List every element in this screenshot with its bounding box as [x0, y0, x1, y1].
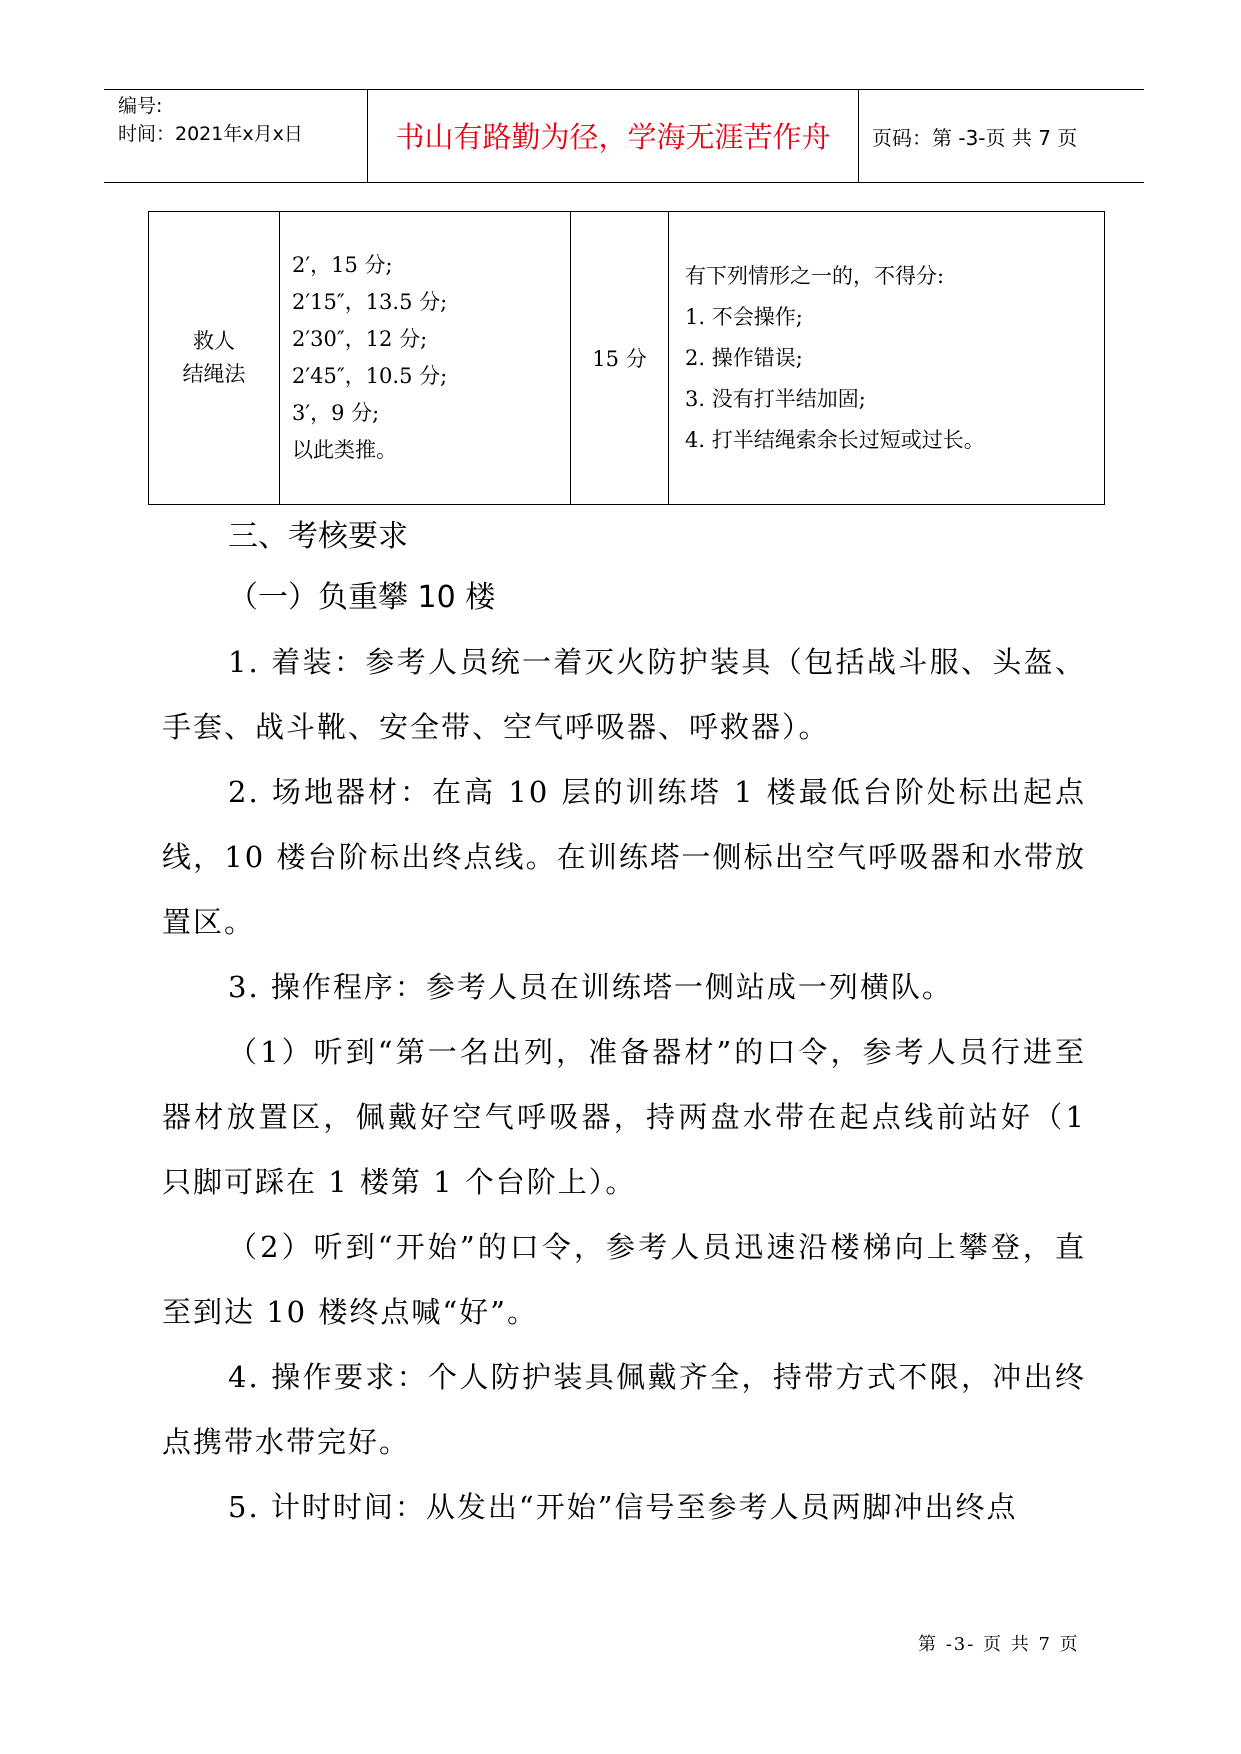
table-row: [149, 212, 1105, 505]
subsection-title: （一）负重攀 10 楼: [228, 580, 496, 615]
header-meta: [118, 92, 303, 148]
paragraph: 5. 计时时间：从发出“开始”信号至参考人员两脚冲出终点: [228, 1490, 1018, 1524]
header-page-number: 页码：第 -3-页 共 7 页: [872, 126, 1078, 150]
time-line: 2′45″，10.5 分;: [292, 364, 448, 388]
paragraph: 1. 着装：参考人员统一着灭火防护装具（包括战斗服、头盔、手套、战斗靴、安全带、空气呼吸器、呼救器）。: [162, 645, 1086, 744]
paragraph: 2. 场地器材：在高 10 层的训练塔 1 楼最低台阶处标出起点线，10 楼台阶标出终点线。在训练塔一侧标出空气呼吸器和水带放置区。: [162, 775, 1086, 939]
header-bottom-rule: [104, 182, 1144, 183]
time-line: 2′30″，12 分;: [292, 327, 428, 351]
rule-line: 4. 打半结绳索余长过短或过长。: [685, 427, 985, 452]
document-body: [162, 508, 1086, 1540]
time-line: 2′，15 分;: [292, 253, 393, 277]
time-score-cell: [280, 212, 571, 505]
header-divider: [858, 89, 859, 182]
header-motto: 书山有路勤为径，学海无涯苦作舟: [395, 120, 831, 154]
footer-page-number: 第 -3- 页 共 7 页: [918, 1634, 1080, 1655]
paragraph: （2）听到“开始”的口令，参考人员迅速沿楼梯向上攀登，直至到达 10 楼终点喊“好”。: [162, 1230, 1086, 1329]
item-cell: [149, 212, 280, 505]
rule-line: 3. 没有打半结加固;: [685, 386, 866, 411]
scoring-table: [148, 211, 1105, 505]
time-line: 3′，9 分;: [292, 401, 380, 425]
score-cell: 15 分: [571, 212, 669, 505]
rules-cell: [669, 212, 1105, 505]
item-line: 救人: [193, 329, 235, 353]
paragraph: 4. 操作要求：个人防护装具佩戴齐全，持带方式不限，冲出终点携带水带完好。: [162, 1360, 1086, 1459]
rule-line: 2. 操作错误;: [685, 345, 803, 370]
date-label: 时间：2021年x月x日: [118, 123, 303, 145]
rule-line: 1. 不会操作;: [685, 304, 803, 329]
serial-label: 编号:: [118, 95, 163, 117]
time-line: 以此类推。: [292, 438, 397, 462]
time-line: 2′15″，13.5 分;: [292, 290, 448, 314]
paragraph: （1）听到“第一名出列，准备器材”的口令，参考人员行进至器材放置区，佩戴好空气呼吸器，持两盘水带在起点线前站好（1 只脚可踩在 1 楼第 1 个台阶上）。: [162, 1035, 1086, 1199]
section-title: 三、考核要求: [228, 519, 408, 554]
paragraph: 3. 操作程序：参考人员在训练塔一侧站成一列横队。: [228, 970, 953, 1004]
rule-line: 有下列情形之一的，不得分:: [685, 263, 945, 288]
item-line: 结绳法: [182, 362, 246, 386]
